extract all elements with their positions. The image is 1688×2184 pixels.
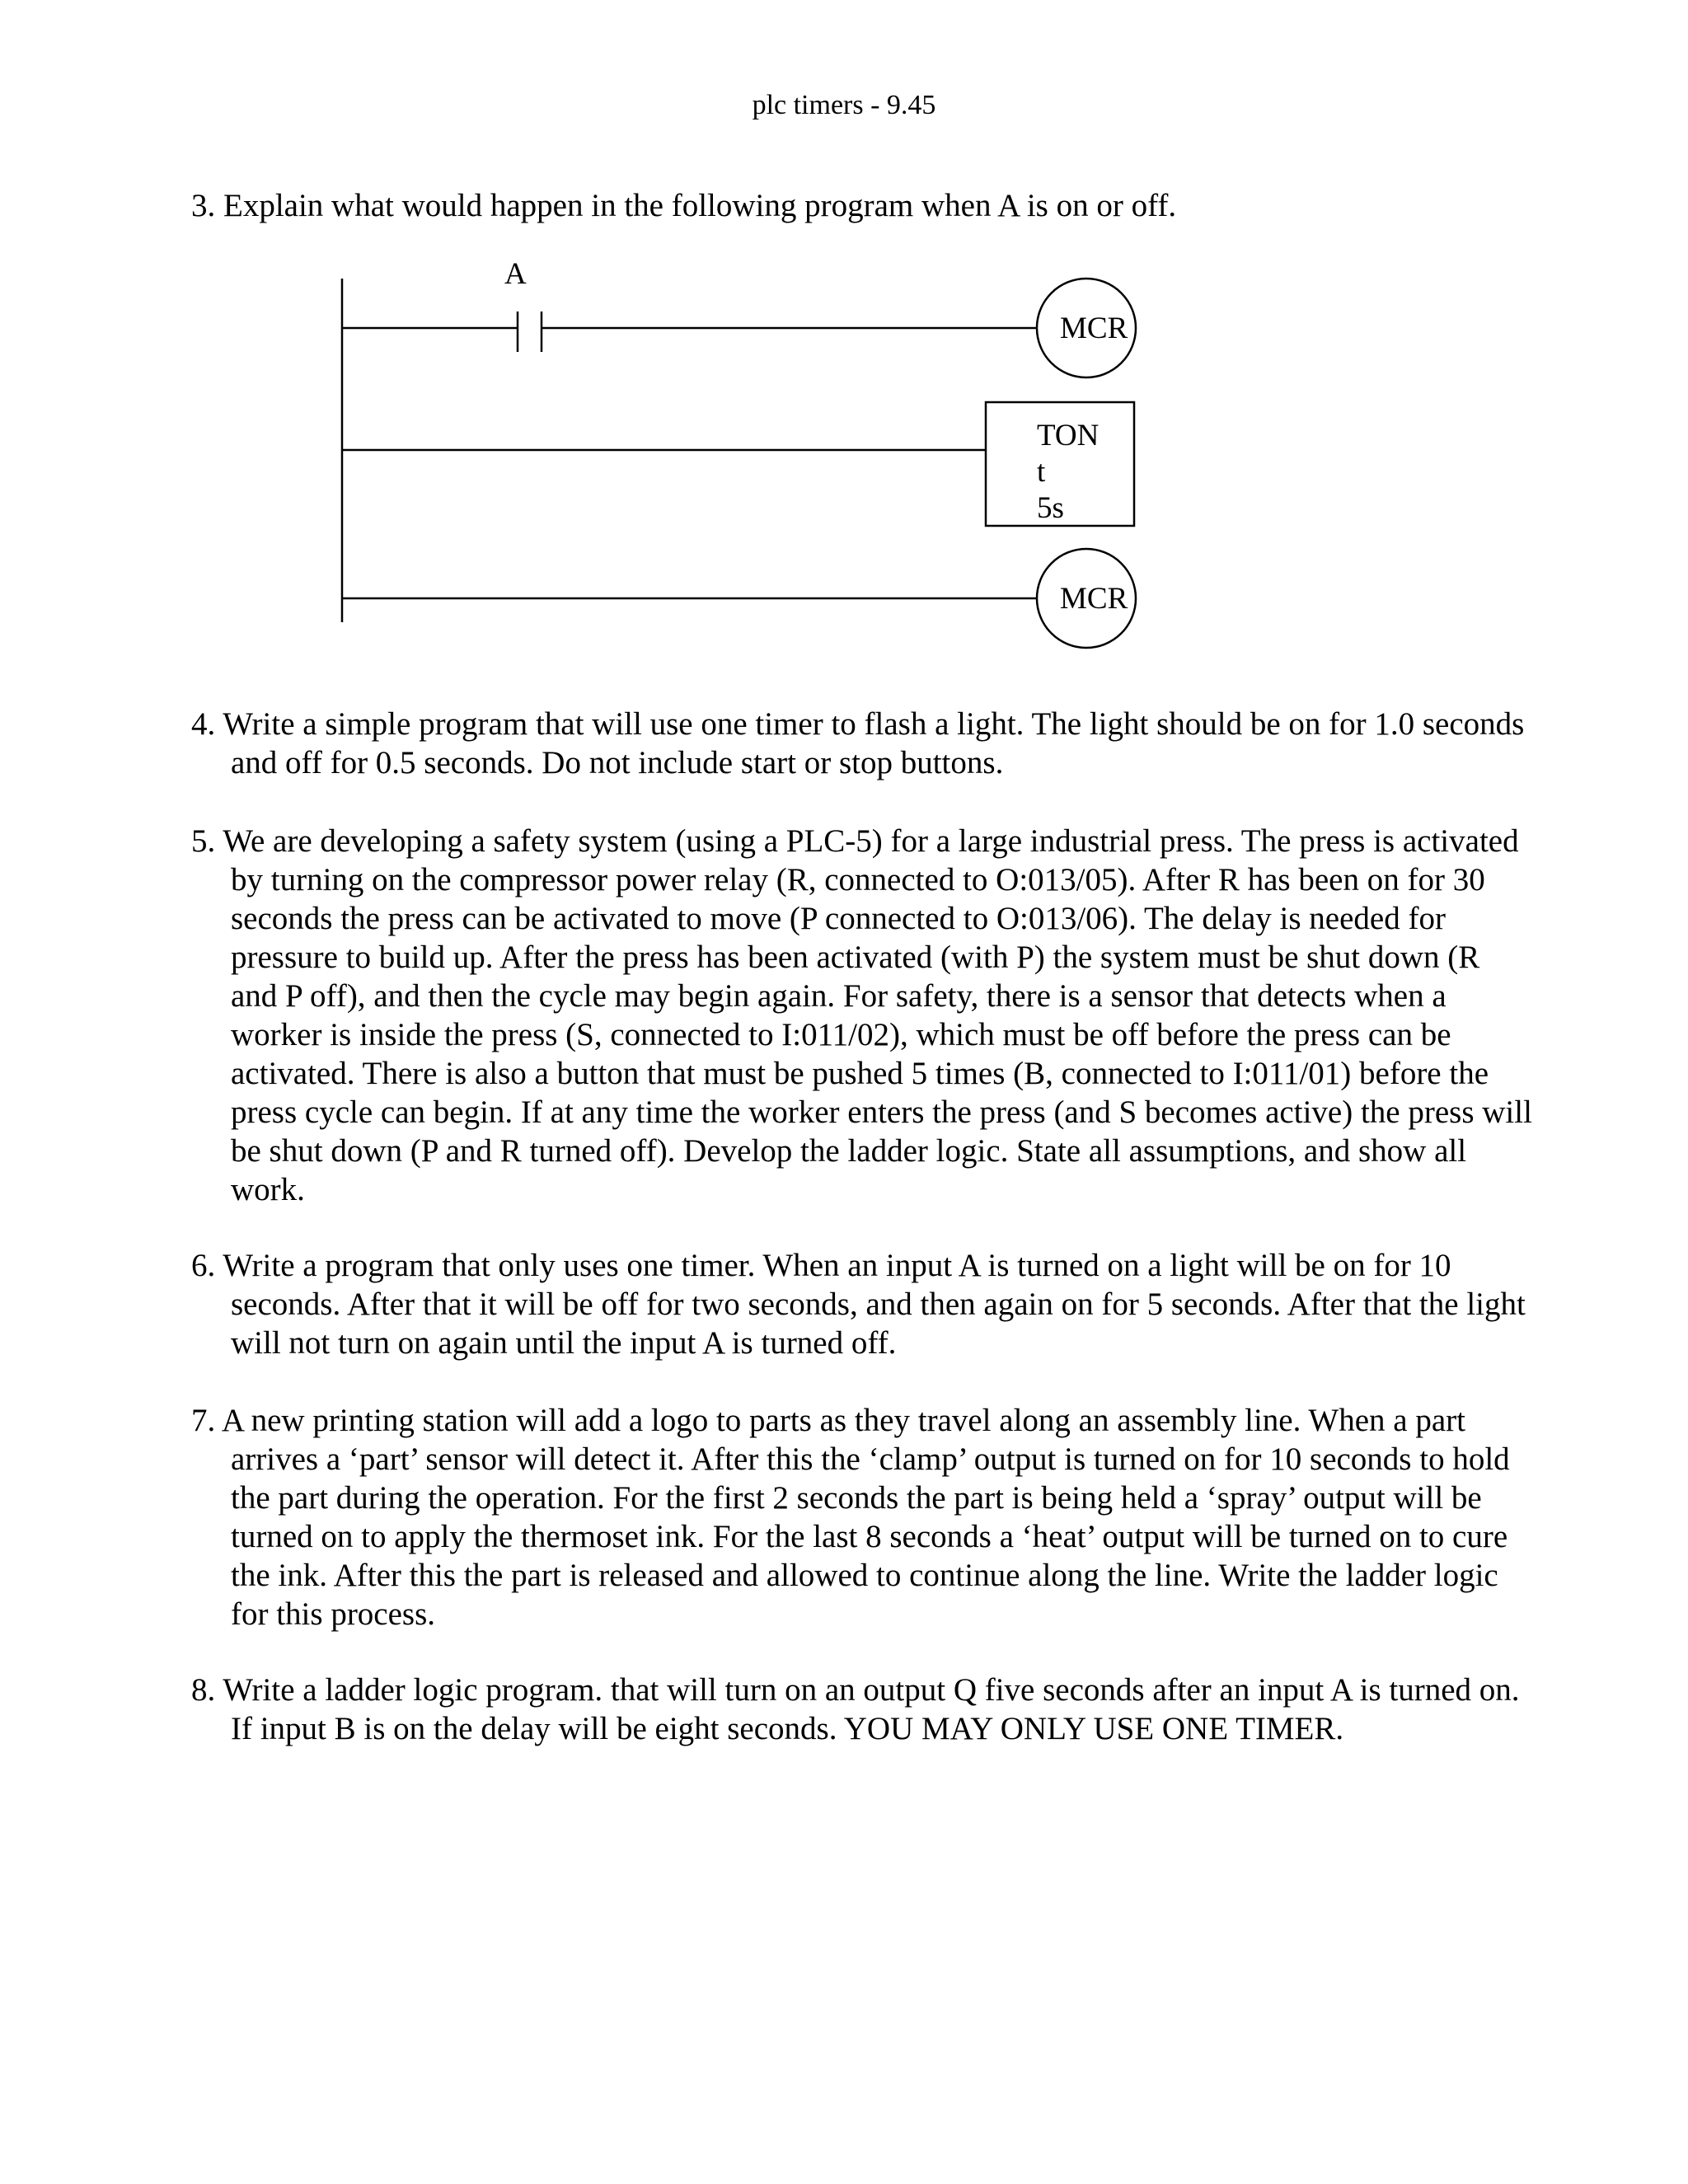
contact-a-label: A [504, 257, 527, 291]
question-number: 3. [191, 188, 223, 223]
question-text: A new printing station will add a logo to parts as they travel along an assembly line. When a part arrives a ‘part’ sensor will detect it. After this the ‘clamp’ output is turned on for 10 seconds to hold the part during the operation. For the first 2 seconds the part is being held a ‘spray’ output will be turned on to apply the thermoset ink. For the last 8 seconds a ‘heat’ output will be turned on to cure the ink. After this the part is released and allowed to continue along the line. Write the ladder logic for this process. [221, 1403, 1510, 1632]
question-text: Write a ladder logic program. that will turn on an output Q five seconds after an input A is turned on. If input B is on the delay will be eight seconds. YOU MAY ONLY USE ONE TIMER. [223, 1672, 1520, 1746]
question-text: Write a program that only uses one timer. When an input A is turned on a light will be on for 10 seconds. After that it will be off for two seconds, and then again on for 5 seconds. After that the light will not turn on again until the input A is turned off. [223, 1248, 1526, 1361]
mcr-coil-bottom-label: MCR [1060, 582, 1128, 616]
mcr-coil-top-label: MCR [1060, 312, 1128, 345]
question-number: 5. [191, 823, 223, 859]
question-text: Write a simple program that will use one timer to flash a light. The light should be on for 1.0 seconds and off for 0.5 seconds. Do not include start or stop buttons. [223, 706, 1525, 780]
question-number: 6. [191, 1248, 223, 1283]
page-header: plc timers - 9.45 [752, 90, 936, 120]
question-4 [191, 705, 1533, 782]
question-8 [191, 1671, 1533, 1748]
question-number: 7. [191, 1403, 222, 1438]
question-5 [191, 822, 1533, 1209]
question-text: We are developing a safety system (using a PLC-5) for a large industrial press. The press is activated by turning on the compressor power relay (R, connected to O:013/05). After R has been on for 30 seconds the press can be activated to move (P connected to O:013/06). The delay is needed for pressure to build up. After the press has been activated (with P) the system must be shut down (R and P off), and then the cycle may begin again. For safety, there is a sensor that detects when a worker is inside the press (S, connected to I:011/02), which must be off before the press can be activated. There is also a button that must be pushed 5 times (B, connected to I:011/01) before the press cycle can begin. If at any time the worker enters the press (and S becomes active) the press will be shut down (P and R turned off). Develop the ladder logic. State all assumptions, and show all work. [223, 823, 1532, 1207]
question-number: 8. [191, 1672, 223, 1708]
timer-preset: 5s [1037, 491, 1064, 525]
ladder-diagram [0, 0, 1688, 742]
timer-type: TON [1037, 419, 1100, 452]
timer-name: t [1037, 455, 1046, 489]
question-number: 4. [191, 706, 223, 742]
question-text: Explain what would happen in the following program when A is on or off. [223, 188, 1177, 223]
question-6 [191, 1246, 1533, 1362]
question-7 [191, 1401, 1533, 1633]
